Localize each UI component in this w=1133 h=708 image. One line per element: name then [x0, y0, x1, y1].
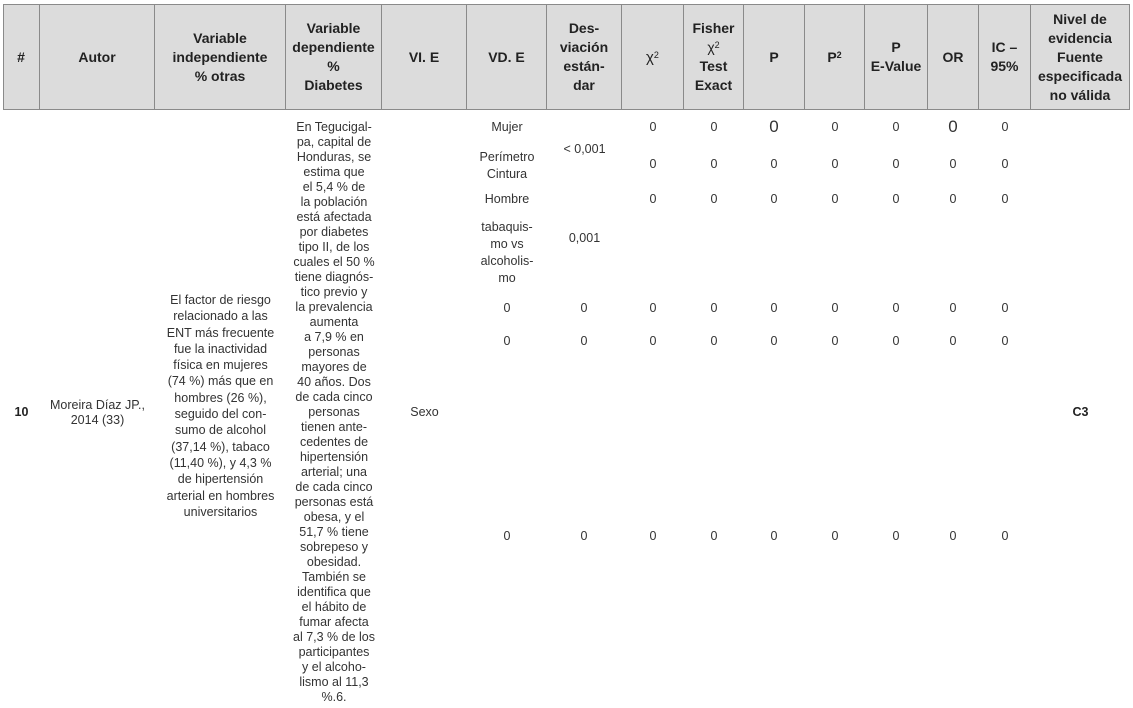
desv-value: 0,001: [568, 231, 601, 245]
header-p: P: [744, 4, 805, 110]
p2-label: P: [827, 48, 837, 65]
header-chi2: [622, 4, 684, 110]
cell-value: 0: [649, 192, 657, 206]
cell-value: 0: [580, 529, 588, 543]
cell-value: 0: [831, 120, 839, 134]
header-vd-e: VD. E: [467, 4, 547, 110]
desv-value: < 0,001: [563, 142, 606, 156]
header-variable-independiente: Variable independiente % otras: [155, 4, 286, 110]
cell-value: 0: [831, 529, 839, 543]
cell-value: 0: [831, 192, 839, 206]
cell-value: 0: [949, 157, 957, 171]
header-or: OR: [928, 4, 979, 110]
fisher-chi-symbol: χ: [707, 39, 715, 55]
row-vi-e: Sexo: [410, 405, 439, 419]
cell-value: 0: [649, 157, 657, 171]
cell-value: 0: [892, 301, 900, 315]
header-fisher: [684, 4, 744, 110]
cell-value: 0: [831, 301, 839, 315]
row-variable-dependiente: En Tegucigal- pa, capital de Honduras, se estima que el 5,4 % de la población está afectada por diabetes tipo II, de los cuales el 50 % tiene diagnós- tico previo y la prevalencia aumenta a 7,9 % en personas mayores de 40 años. Dos de cada cinco personas tienen ante- cedentes de hipertensión arterial; una de cada cinco personas está obesa, y el 51,7 % tiene sobrepeso y obesidad. También se identifica que el hábito de fumar afecta al 7,3 % de los participantes y el alcoho- lismo al 11,3 %.6.: [293, 120, 375, 704]
cell-value: 0: [710, 192, 718, 206]
row-number: 10: [14, 405, 29, 419]
row-autor: Moreira Díaz JP., 2014 (33): [50, 398, 145, 427]
vd-label-mujer: Mujer: [491, 120, 523, 134]
header-num: #: [3, 4, 40, 110]
row-variable-independiente: El factor de riesgo relacionado a las ENT más frecuente fue la inactividad física en mujeres (74 %) más que en hombres (26 %), seguido del con- sumo de alcohol (37,14 %), tabaco (11,40 %), y 4,3 % de hipertensión arterial en hombres universitarios: [166, 293, 275, 519]
cell-value: 0: [710, 301, 718, 315]
fisher-label: Fisher: [692, 20, 735, 36]
cell-value: 0: [892, 529, 900, 543]
cell-value: 0: [892, 157, 900, 171]
cell-value: 0: [649, 334, 657, 348]
fisher-chi-superscript: 2: [714, 40, 720, 50]
cell-value: 0: [770, 157, 778, 171]
cell-value: 0: [580, 334, 588, 348]
cell-value: 0: [710, 334, 718, 348]
cell-value: 0: [770, 529, 778, 543]
cell-value: 0: [649, 120, 657, 134]
cell-value: 0: [770, 301, 778, 315]
header-ic-95: IC – 95%: [979, 4, 1031, 110]
cell-value: 0: [1001, 301, 1009, 315]
cell-value: 0: [1001, 120, 1009, 134]
header-desviacion: Des- viación están- dar: [547, 4, 622, 110]
cell-value: 0: [892, 120, 900, 134]
cell-value: 0: [503, 334, 511, 348]
header-nivel-evidencia: Nivel de evidencia Fuente especificada no válida: [1031, 4, 1130, 110]
cell-value: 0: [770, 192, 778, 206]
cell-value: 0: [1001, 157, 1009, 171]
cell-value: 0: [831, 334, 839, 348]
row-nivel-evidencia: C3: [1072, 405, 1089, 419]
cell-value: 0: [503, 529, 511, 543]
vd-label-perimetro: Perímetro Cintura: [479, 150, 535, 181]
cell-value: 0: [949, 301, 957, 315]
fisher-test-exact: Test Exact: [694, 58, 733, 93]
header-variable-dependiente: Variable dependiente % Diabetes: [286, 4, 382, 110]
vd-label-hombre: Hombre: [484, 192, 530, 206]
cell-value: 0: [892, 334, 900, 348]
cell-value: 0: [949, 529, 957, 543]
cell-value: 0: [892, 192, 900, 206]
p2-superscript: 2: [836, 49, 842, 60]
cell-value: 0: [710, 157, 718, 171]
header-p-evalue: P E-Value: [865, 4, 928, 110]
chi-superscript: 2: [653, 49, 659, 60]
cell-value: 0: [1001, 529, 1009, 543]
cell-value: 0: [831, 157, 839, 171]
cell-value: 0: [649, 529, 657, 543]
cell-value: 0: [503, 301, 511, 315]
cell-value: 0: [949, 334, 957, 348]
header-autor: Autor: [40, 4, 155, 110]
header-vi-e: VI. E: [382, 4, 467, 110]
cell-value: 0: [649, 301, 657, 315]
cell-value: 0: [770, 334, 778, 348]
cell-value: 0: [710, 529, 718, 543]
cell-value: 0: [949, 192, 957, 206]
cell-value: 0: [769, 117, 779, 136]
fisher-chi: [707, 38, 719, 57]
header-p2: [805, 4, 865, 110]
cell-value: 0: [580, 301, 588, 315]
cell-value: 0: [710, 120, 718, 134]
cell-value: 0: [948, 117, 958, 136]
chi-symbol: χ: [646, 48, 654, 66]
cell-value: 0: [1001, 334, 1009, 348]
vd-label-tabaquismo: tabaquis- mo vs alcoholis- mo: [480, 220, 534, 285]
cell-value: 0: [1001, 192, 1009, 206]
